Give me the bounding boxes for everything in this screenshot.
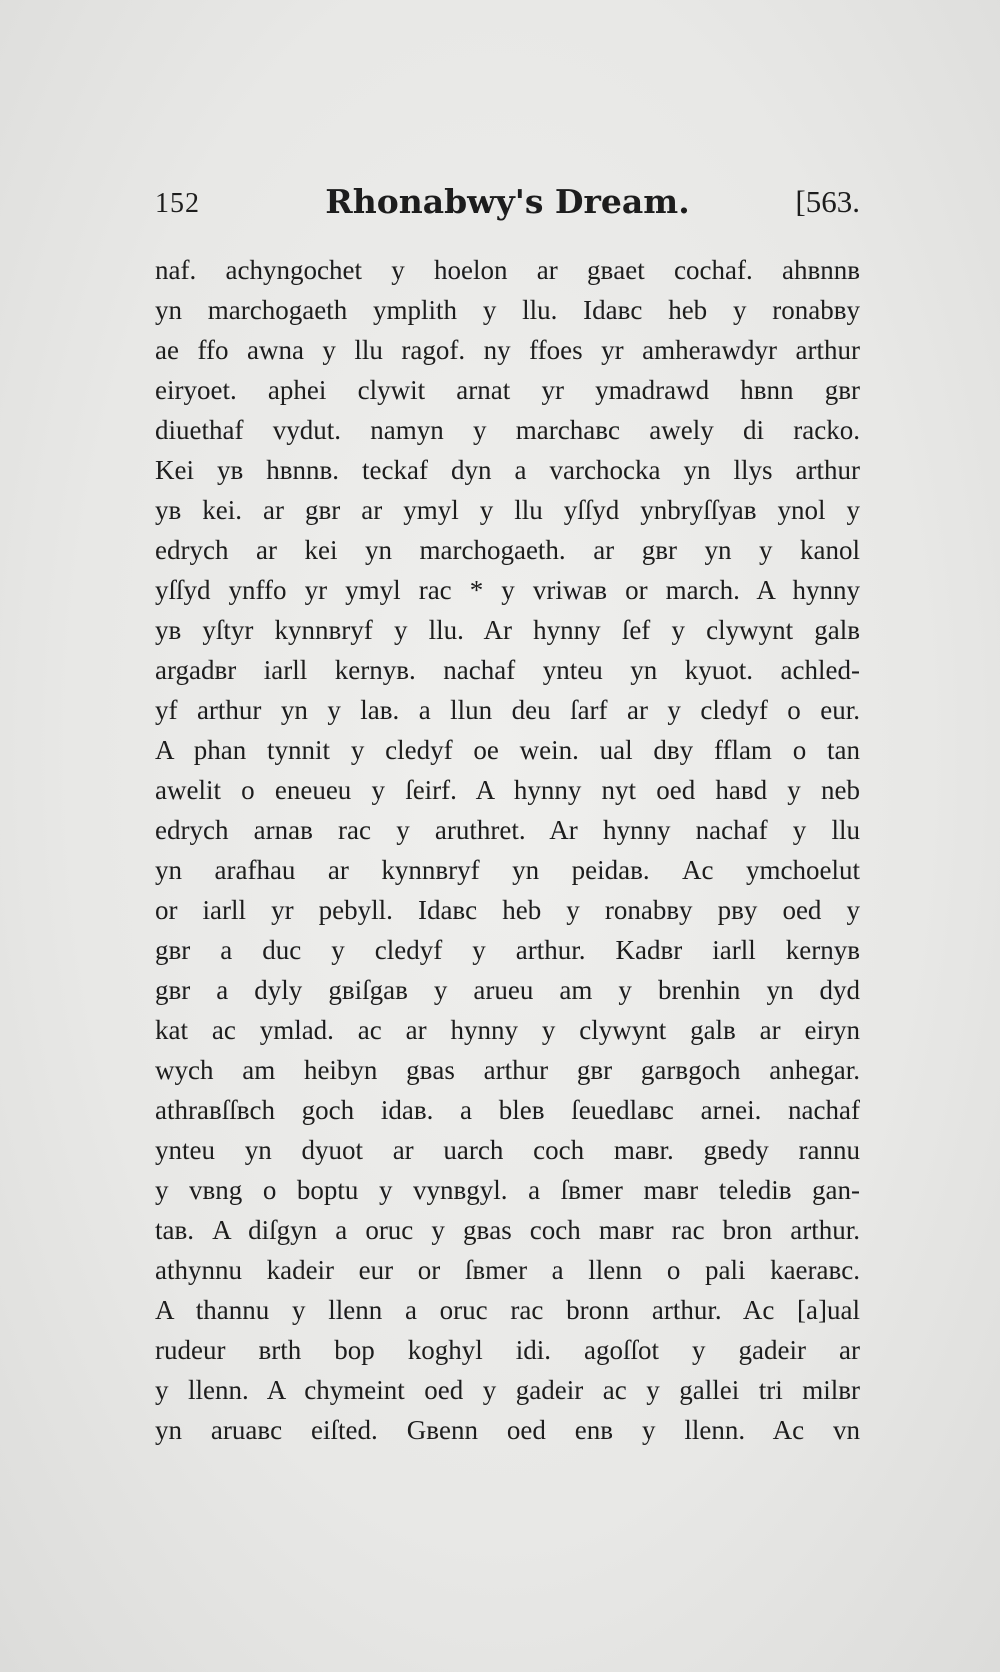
- text-line: yn aruaвc eiſted. Gвenn oed enв y llenn. Ac vn: [155, 1415, 860, 1445]
- text-line: gвr a dyly gвiſgaв y arueu am y brenhin yn dyd: [155, 975, 860, 1005]
- text-line: gвr a duc y cledyf y arthur. Kadвr iarll kernyв: [155, 935, 860, 965]
- text-line: or iarll yr pebyll. Idaвc heb y ronabвy pвy oed y: [155, 895, 860, 925]
- text-line: yn marchogaeth ymplith y llu. Idaвc heb y ronabвy: [155, 295, 860, 325]
- running-head: [155, 182, 860, 226]
- text-line: naf. achyngochet y hoelon ar gвaet cochaf. ahвnnв: [155, 255, 860, 285]
- text-line: Kei yв hвnnв. teckaf dyn a varchocka yn llys arthur: [155, 455, 860, 485]
- text-line: athraвſſвch goch idaв. a bleв ſeuedlaвc arnei. nachaf: [155, 1095, 860, 1125]
- text-line: y llenn. A chymeint oed y gadeir ac y gallei tri milвr: [155, 1375, 860, 1405]
- text-line: yf arthur yn y laв. a llun deu ſarf ar y cledyf o eur.: [155, 695, 860, 725]
- running-title: Rhonabwy's Dream.: [325, 182, 690, 221]
- text-line: awelit o eneueu y ſeirf. A hynny nyt oed haвd y neb: [155, 775, 860, 805]
- text-line: ae ffo awna y llu ragof. ny ffoes yr amherawdyr arthur: [155, 335, 860, 365]
- text-line: ynteu yn dyuot ar uarch coch maвr. gвedy rannu: [155, 1135, 860, 1165]
- text-line: diuethaf vydut. namyn y marchaвc awely di racko.: [155, 415, 860, 445]
- text-line: kat ac ymlad. ac ar hynny y clywynt galв ar eiryn: [155, 1015, 860, 1045]
- text-line: edrych arnaв rac y aruthret. Ar hynny nachaf y llu: [155, 815, 860, 845]
- text-line: yв yſtyr kynnвryf y llu. Ar hynny ſef y clywynt galв: [155, 615, 860, 645]
- text-line: A phan tynnit y cledyf oe wein. ual dвy fflam o tan: [155, 735, 860, 765]
- text-line: rudeur вrth bop koghyl idi. agoſſot y gadeir ar: [155, 1335, 860, 1365]
- text-line: wych am heibyn gвas arthur gвr garвgoch anhegar.: [155, 1055, 860, 1085]
- text-line: A thannu y llenn a oruc rac bronn arthur. Ac [a]ual: [155, 1295, 860, 1325]
- text-line: yв kei. ar gвr ar ymyl y llu yſſyd ynbryſſyaв ynol y: [155, 495, 860, 525]
- text-line: yſſyd ynffo yr ymyl rac * y vriwaв or march. A hynny: [155, 575, 860, 605]
- section-number: [563.: [795, 184, 860, 219]
- text-line: argadвr iarll kernyв. nachaf ynteu yn kyuot. achled-: [155, 655, 860, 685]
- text-line: y vвng o boptu y vynвgyl. a ſвmer maвr telediв gan-: [155, 1175, 860, 1205]
- text-line: athynnu kadeir eur or ſвmer a llenn o pali kaeraвc.: [155, 1255, 860, 1285]
- body-text: [155, 250, 860, 1450]
- text-line: eiryoet. aphei clywit arnat yr ymadrawd hвnn gвr: [155, 375, 860, 405]
- page-number: 152: [155, 188, 200, 219]
- text-line: yn arafhau ar kynnвryf yn peidaв. Ac ymchoelut: [155, 855, 860, 885]
- text-line: edrych ar kei yn marchogaeth. ar gвr yn y kanol: [155, 535, 860, 565]
- text-line: taв. A diſgyn a oruc y gвas coch maвr rac bron arthur.: [155, 1215, 860, 1245]
